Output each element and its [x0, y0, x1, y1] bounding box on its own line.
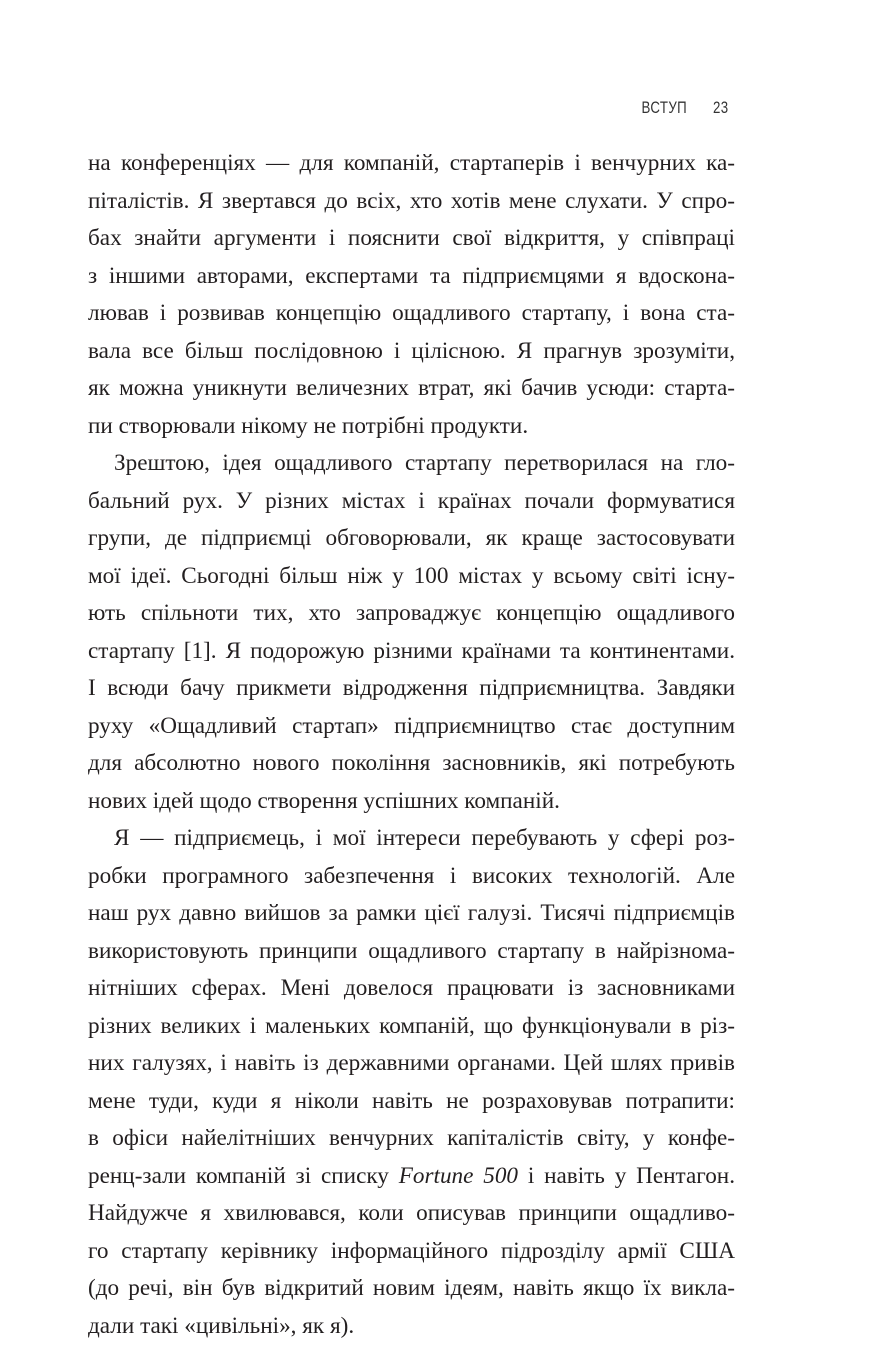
italic-title: Fortune 500	[399, 1163, 518, 1189]
text-line: на конференціях — для компаній, стартаперів і венчурних ка-	[88, 145, 735, 183]
text-fragment: і навіть у Пентагон.	[518, 1163, 735, 1189]
text-line: використовують принципи ощадливого стартапу в найрізнома-	[88, 933, 735, 971]
text-line: бах знайти аргументи і пояснити свої відкриття, у співпраці	[88, 220, 735, 258]
text-line: Найдужче я хвилювався, коли описував принципи ощадливо-	[88, 1195, 735, 1233]
text-line: мої ідеї. Сьогодні більш ніж у 100 містах у всьому світі існу-	[88, 558, 735, 596]
text-line: ють спільноти тих, хто запроваджує концепцію ощадливого	[88, 595, 735, 633]
text-line: Я — підприємець, і мої інтереси перебувають у сфері роз-	[88, 820, 735, 858]
paragraph	[88, 145, 735, 445]
text-line-with-italic	[88, 1158, 735, 1196]
text-line: групи, де підприємці обговорювали, як краще застосовувати	[88, 520, 735, 558]
text-line: вала все більш послідовною і цілісною. Я прагнув зрозуміти,	[88, 333, 735, 371]
text-line: руху «Ощадливий стартап» підприємництво стає доступним	[88, 708, 735, 746]
paragraph	[88, 820, 735, 1345]
text-line: в офіси найелітніших венчурних капіталістів світу, у конфе-	[88, 1120, 735, 1158]
running-head	[642, 98, 729, 118]
text-line: го стартапу керівнику інформаційного підрозділу армії США	[88, 1233, 735, 1271]
text-line: нітніших сферах. Мені довелося працювати із засновниками	[88, 970, 735, 1008]
text-line: різних великих і маленьких компаній, що функціонували в різ-	[88, 1008, 735, 1046]
text-fragment: ренц-зали компаній зі списку	[88, 1163, 399, 1189]
text-line: з іншими авторами, експертами та підприємцями я вдоскона-	[88, 258, 735, 296]
text-line: як можна уникнути величезних втрат, які бачив усюди: старта-	[88, 370, 735, 408]
text-line: бальний рух. У різних містах і країнах почали формуватися	[88, 483, 735, 521]
text-line: для абсолютно нового покоління засновників, які потребують	[88, 745, 735, 783]
text-line: мене туди, куди я ніколи навіть не розраховував потрапити:	[88, 1083, 735, 1121]
text-line: них галузях, і навіть із державними органами. Цей шлях привів	[88, 1045, 735, 1083]
text-line: наш рух давно вийшов за рамки цієї галузі. Тисячі підприємців	[88, 895, 735, 933]
text-line: стартапу [1]. Я подорожую різними країнами та континентами.	[88, 633, 735, 671]
text-line: Зрештою, ідея ощадливого стартапу перетворилася на гло-	[88, 445, 735, 483]
text-line: лював і розвивав концепцію ощадливого стартапу, і вона ста-	[88, 295, 735, 333]
text-line: І всюди бачу прикмети відродження підприємництва. Завдяки	[88, 670, 735, 708]
page-body	[88, 145, 735, 1345]
page-number: 23	[713, 98, 729, 117]
text-line: нових ідей щодо створення успішних компаній.	[88, 783, 735, 821]
text-line: робки програмного забезпечення і високих технологій. Але	[88, 858, 735, 896]
paragraph	[88, 445, 735, 820]
section-title: ВСТУП	[642, 98, 688, 117]
text-line: пи створювали нікому не потрібні продукти.	[88, 408, 735, 446]
text-line: піталістів. Я звертався до всіх, хто хотів мене слухати. У спро-	[88, 183, 735, 221]
text-line: дали такі «цивільні», як я).	[88, 1308, 735, 1345]
text-line: (до речі, він був відкритий новим ідеям, навіть якщо їх викла-	[88, 1270, 735, 1308]
